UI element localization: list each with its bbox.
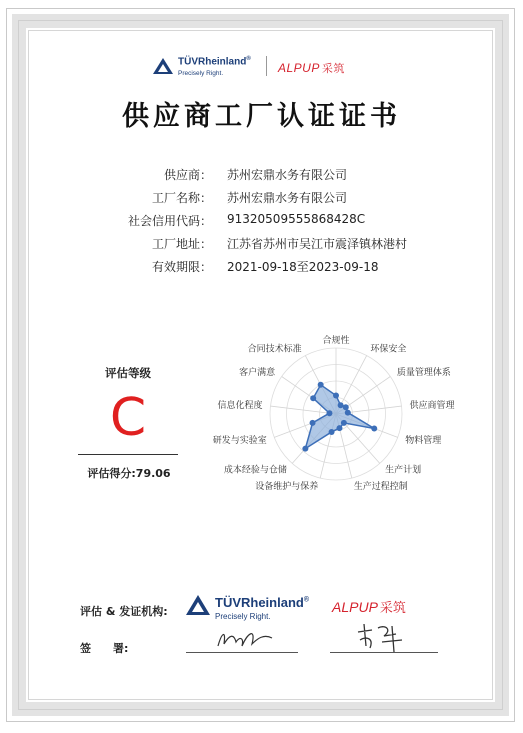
- header-logos: [0, 52, 523, 82]
- issuer-label: 评估 & 发证机构:: [80, 605, 168, 618]
- tuv-tagline: Precisely Right.: [178, 70, 224, 77]
- info-value: 苏州宏鼎水务有限公司: [227, 191, 348, 205]
- radar-axis-label: 研发与实验室: [212, 436, 267, 447]
- grade-score: 评估得分:79.06: [87, 467, 171, 480]
- info-value: 2021-09-18至2023-09-18: [227, 260, 379, 274]
- header-divider: [266, 56, 267, 76]
- alpup-signature: [352, 620, 412, 654]
- info-label: 有效期限：: [151, 260, 212, 274]
- radar-point: [329, 429, 335, 435]
- alpup-logo-text: ALPUP 采筑: [278, 61, 345, 75]
- radar-point: [310, 420, 316, 426]
- tuv-triangle-icon: [152, 57, 174, 75]
- tuv-signature: [212, 624, 282, 654]
- info-label: 工厂地址：: [151, 237, 212, 251]
- radar-point: [333, 393, 339, 399]
- radar-axis-label: 成本经验与仓储: [223, 465, 287, 476]
- info-value: 苏州宏鼎水务有限公司: [227, 168, 348, 182]
- radar-axis-label: 物料管理: [405, 436, 442, 447]
- radar-point: [302, 446, 308, 452]
- radar-point: [371, 426, 377, 432]
- info-row-validity: [0, 258, 523, 278]
- grade-letter: C: [109, 388, 147, 448]
- radar-point: [338, 402, 344, 408]
- radar-point: [326, 410, 332, 416]
- sign-label: 签 署:: [80, 642, 129, 655]
- footer-alpup-logo-text: ALPUP 采筑: [332, 599, 406, 615]
- info-row-supplier: [0, 166, 523, 186]
- radar-axis-label: 客户满意: [239, 367, 276, 378]
- radar-axis-label: 质量管理体系: [396, 367, 451, 378]
- radar-axis-label: 信息化程度: [217, 401, 263, 412]
- radar-axis-label: 生产过程控制: [353, 481, 408, 492]
- info-label: 供应商：: [163, 168, 212, 182]
- radar-axis-label: 供应商管理: [409, 401, 455, 412]
- footer-tuv-tagline: Precisely Right.: [215, 612, 271, 621]
- radar-chart: [186, 326, 486, 526]
- grade-label: 评估等级: [105, 366, 151, 380]
- radar-axis-label: 合同技术标准: [247, 344, 302, 355]
- info-row-factory-name: [0, 189, 523, 209]
- info-row-address: [0, 235, 523, 255]
- radar-point: [318, 382, 324, 388]
- grade-divider: [78, 454, 178, 455]
- info-row-credit-code: [0, 212, 523, 232]
- radar-axis-label: 环保安全: [370, 344, 407, 355]
- radar-axis-label: 合规性: [322, 336, 350, 346]
- radar-point: [336, 425, 342, 431]
- radar-point: [341, 420, 347, 426]
- radar-point: [345, 410, 351, 416]
- footer-tuv-logo-text: TÜVRheinland®: [215, 595, 310, 610]
- footer-tuv-triangle-icon: [185, 594, 211, 616]
- radar-axis-label: 设备维护与保养: [255, 481, 319, 492]
- radar-axis-label: 生产计划: [385, 465, 422, 476]
- info-value: 91320509555868428C: [227, 212, 366, 226]
- radar-point: [343, 404, 349, 410]
- certificate-title: 供应商工厂认证证书: [122, 101, 401, 132]
- tuv-logo-text: TÜVRheinland®: [178, 56, 251, 68]
- radar-point: [310, 395, 316, 401]
- info-value: 江苏省苏州市吴江市震泽镇林港村: [227, 237, 408, 251]
- info-label: 社会信用代码：: [127, 214, 212, 228]
- info-label: 工厂名称：: [151, 191, 212, 205]
